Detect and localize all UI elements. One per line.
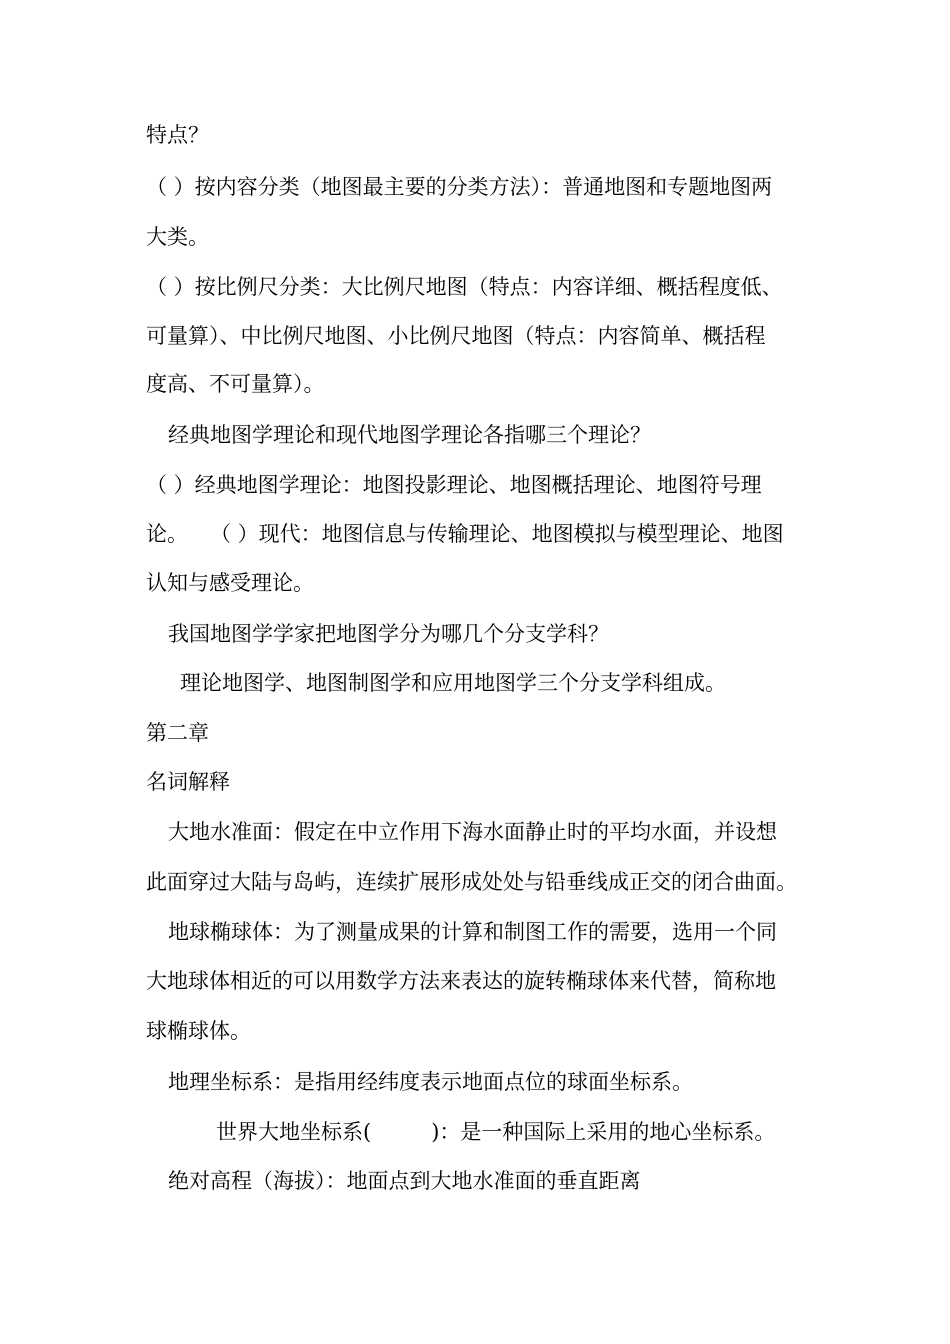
text-line: 理论地图学、地图制图学和应用地图学三个分支学科组成。 xyxy=(180,671,726,695)
text-line: 大地球体相近的可以用数学方法来表达的旋转椭球体来代替，简称地 xyxy=(146,969,776,993)
text-line: （ ）按比例尺分类：大比例尺地图（特点：内容详细、概括程度低、 xyxy=(146,275,783,299)
section-heading: 名词解释 xyxy=(146,770,230,794)
question-heading: 经典地图学理论和现代地图学理论各指哪三个理论？ xyxy=(168,423,651,447)
text-line: 认知与感受理论。 xyxy=(146,571,314,595)
chapter-heading: 第二章 xyxy=(146,721,209,745)
text-line-combined xyxy=(146,520,784,548)
text-segment: )：是一种国际上采用的地心坐标系。 xyxy=(431,1120,776,1144)
text-segment: 论。 xyxy=(146,522,188,546)
text-line: 特点？ xyxy=(146,123,209,147)
text-line: 大地水准面：假定在中立作用下海水面静止时的平均水面，并设想 xyxy=(168,820,777,844)
text-segment: （ ）现代：地图信息与传输理论、地图模拟与模型理论、地图 xyxy=(210,522,784,546)
text-segment: 世界大地坐标系( xyxy=(216,1120,372,1144)
text-line: 地球椭球体：为了测量成果的计算和制图工作的需要，选用一个同 xyxy=(168,920,777,944)
text-line: （ ）经典地图学理论：地图投影理论、地图概括理论、地图符号理 xyxy=(146,473,762,497)
text-line: 地理坐标系：是指用经纬度表示地面点位的球面坐标系。 xyxy=(168,1070,693,1094)
text-line: 此面穿过大陆与岛屿，连续扩展形成处处与铅垂线成正交的闭合曲面。 xyxy=(146,870,797,894)
text-line: （ ）按内容分类（地图最主要的分类方法）：普通地图和专题地图两 xyxy=(146,175,773,199)
text-line: 绝对高程（海拔）：地面点到大地水准面的垂直距离 xyxy=(168,1169,641,1193)
text-line-combined xyxy=(216,1118,775,1146)
text-line: 球椭球体。 xyxy=(146,1019,251,1043)
question-heading: 我国地图学学家把地图学分为哪几个分支学科？ xyxy=(168,622,609,646)
text-line: 度高、不可量算）。 xyxy=(146,372,325,396)
text-line: 可量算）、中比例尺地图、小比例尺地图（特点：内容简单、概括程 xyxy=(146,324,766,348)
text-line: 大类。 xyxy=(146,225,209,249)
